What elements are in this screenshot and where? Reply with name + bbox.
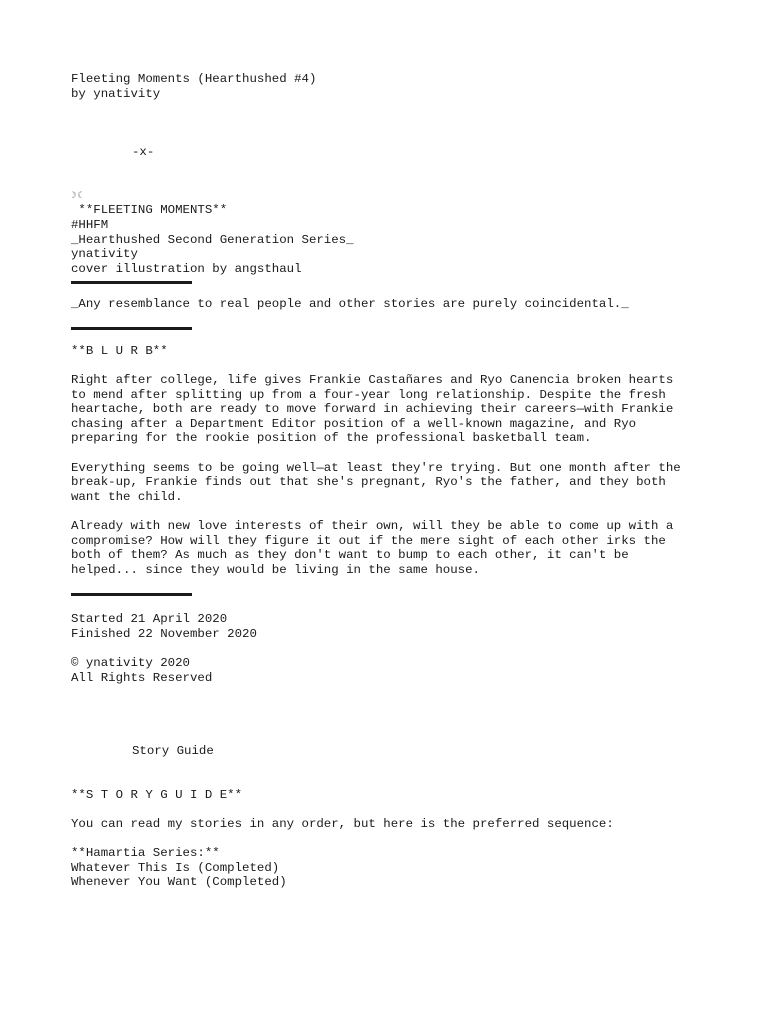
- book-title: Fleeting Moments (Hearthushed #4): [71, 72, 317, 86]
- series-name: _Hearthushed Second Generation Series_: [71, 232, 354, 247]
- book-author: by ynativity: [71, 86, 161, 101]
- list-item: Whatever This Is (Completed): [71, 860, 280, 875]
- copyright: © ynativity 2020: [71, 656, 190, 671]
- blurb-paragraph: Everything seems to be going well—at least they're trying. But one month after the break-up, Frankie finds out that she's pregnant, Ryo's the father, and they both want the child.: [71, 460, 681, 504]
- blurb-paragraph: Right after college, life gives Frankie Castañares and Ryo Canencia broken hearts to mend after splitting up from a four-year long relationship. Despite the fresh heartache, both are ready to move forward in achieving their careers—with Frankie chasing after a Department Editor position of a well-known magazine, and Ryo preparing for the rookie position of the professional basketball team.: [71, 373, 674, 446]
- cover-credit: cover illustration by angsthaul: [71, 261, 302, 276]
- chapter-separator: -x-: [132, 144, 155, 159]
- story-guide-heading: **S T O R Y G U I D E**: [71, 787, 243, 802]
- list-item: Whenever You Want (Completed): [71, 875, 287, 890]
- author-name: ynativity: [71, 247, 138, 262]
- disclaimer: _Any resemblance to real people and other stories are purely coincidental._: [71, 297, 629, 312]
- series-heading: **Hamartia Series:**: [71, 845, 220, 860]
- chapter-title: Story Guide: [132, 743, 214, 758]
- finished-date: Finished 22 November 2020: [71, 627, 257, 641]
- story-guide-intro: You can read my stories in any order, but here is the preferred sequence:: [71, 816, 614, 831]
- started-date: Started 21 April 2020: [71, 612, 228, 627]
- blurb-paragraph: Already with new love interests of their own, will they be able to come up with a compromise? How will they figure it out if the mere sight of each other irks the both of them? As much as they don't want to bump to each other, it can't be helped... since they would be living in the same house.: [71, 519, 674, 577]
- document-page: [71, 72, 691, 890]
- moon-ornament-icon: ☽☾: [71, 190, 84, 201]
- hashtag: #HHFM: [71, 217, 109, 232]
- blurb-heading: **B L U R B**: [71, 343, 168, 358]
- rights-reserved: All Rights Reserved: [71, 670, 213, 685]
- fleeting-moments-heading: **FLEETING MOMENTS**: [71, 203, 228, 218]
